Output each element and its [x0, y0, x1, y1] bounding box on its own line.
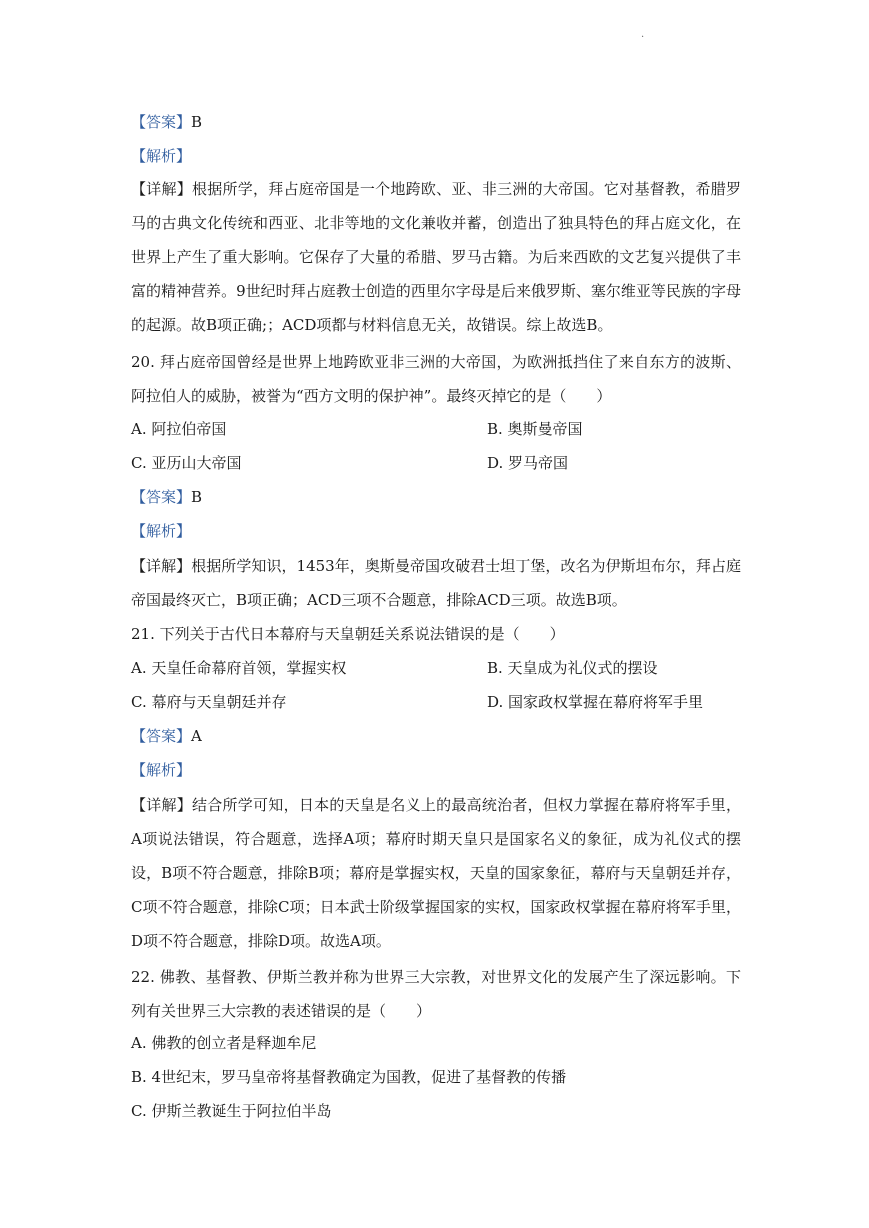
answer-label: 【答案】 — [131, 727, 192, 745]
answer-line — [131, 111, 202, 133]
answer-label: 【答案】 — [131, 488, 192, 506]
detail-text: 根据所学知识，1453年，奥斯曼帝国攻破君士坦丁堡，改名为伊斯坦布尔，拜占庭帝国最终灭亡，B项正确；ACD三项不合题意，排除ACD三项。故选B项。 — [131, 557, 741, 609]
question-21-stem: 21. 下列关于古代日本幕府与天皇朝廷关系说法错误的是（ ） — [131, 625, 565, 643]
analysis-label: 【解析】 — [131, 761, 192, 779]
detail-paragraph — [131, 549, 741, 617]
detail-paragraph — [131, 788, 741, 958]
detail-text: 结合所学可知，日本的天皇是名义上的最高统治者，但权力掌握在幕府将军手里，A项说法错误，符合题意，选择A项；幕府时期天皇只是国家名义的象征，成为礼仪式的摆设，B项不符合题意，排除B项；幕府是掌握实权，天皇的国家象征，幕府与天皇朝廷并存，C项不符合题意，排除C项；日本武士阶级掌握国家的实权，国家政权掌握在幕府将军手里，D项不符合题意，排除D项。故选A项。 — [131, 796, 741, 950]
detail-paragraph — [131, 172, 741, 342]
answer-value: A — [191, 727, 202, 745]
q21-option-b: B. 天皇成为礼仪式的摆设 — [487, 659, 658, 677]
q21-option-a: A. 天皇任命幕府首领，掌握实权 — [131, 659, 347, 677]
page-dot: . — [641, 29, 645, 40]
analysis-label: 【解析】 — [131, 147, 192, 165]
answer-label: 【答案】 — [131, 113, 192, 131]
q20-option-b: B. 奥斯曼帝国 — [487, 420, 583, 438]
q20-option-a: A. 阿拉伯帝国 — [131, 420, 227, 438]
analysis-label: 【解析】 — [131, 522, 192, 540]
detail-label: 【详解】 — [131, 180, 193, 198]
q21-option-d: D. 国家政权掌握在幕府将军手里 — [487, 693, 704, 711]
q22-option-c: C. 伊斯兰教诞生于阿拉伯半岛 — [131, 1102, 332, 1120]
q20-option-c: C. 亚历山大帝国 — [131, 454, 242, 472]
detail-label: 【详解】 — [131, 557, 192, 575]
detail-text: 根据所学，拜占庭帝国是一个地跨欧、亚、非三洲的大帝国。它对基督教，希腊罗马的古典文化传统和西亚、北非等地的文化兼收并蓄，创造出了独具特色的拜占庭文化，在世界上产生了重大影响。它保存了大量的希腊、罗马古籍。为后来西欧的文艺复兴提供了丰富的精神营养。9世纪时拜占庭教士创造的西里尔字母是后来俄罗斯、塞尔维亚等民族的字母的起源。故B项正确;；ACD项都与材料信息无关，故错误。综上故选B。 — [131, 180, 741, 334]
answer-value: B — [191, 113, 203, 131]
question-20-stem: 20. 拜占庭帝国曾经是世界上地跨欧亚非三洲的大帝国，为欧洲抵挡住了来自东方的波斯、阿拉伯人的威胁，被誉为“西方文明的保护神”。最终灭掉它的是（ ） — [131, 353, 741, 405]
q22-option-a: A. 佛教的创立者是释迦牟尼 — [131, 1034, 317, 1052]
q20-option-d: D. 罗马帝国 — [487, 454, 569, 472]
q22-option-b: B. 4世纪末，罗马皇帝将基督教确定为国教，促进了基督教的传播 — [131, 1068, 567, 1086]
answer-value: B — [191, 488, 203, 506]
answer-line — [131, 486, 202, 508]
q21-option-c: C. 幕府与天皇朝廷并存 — [131, 693, 287, 711]
question-22-stem: 22. 佛教、基督教、伊斯兰教并称为世界三大宗教，对世界文化的发展产生了深远影响。下列有关世界三大宗教的表述错误的是（ ） — [131, 968, 741, 1020]
detail-label: 【详解】 — [131, 796, 193, 814]
answer-line — [131, 725, 202, 747]
